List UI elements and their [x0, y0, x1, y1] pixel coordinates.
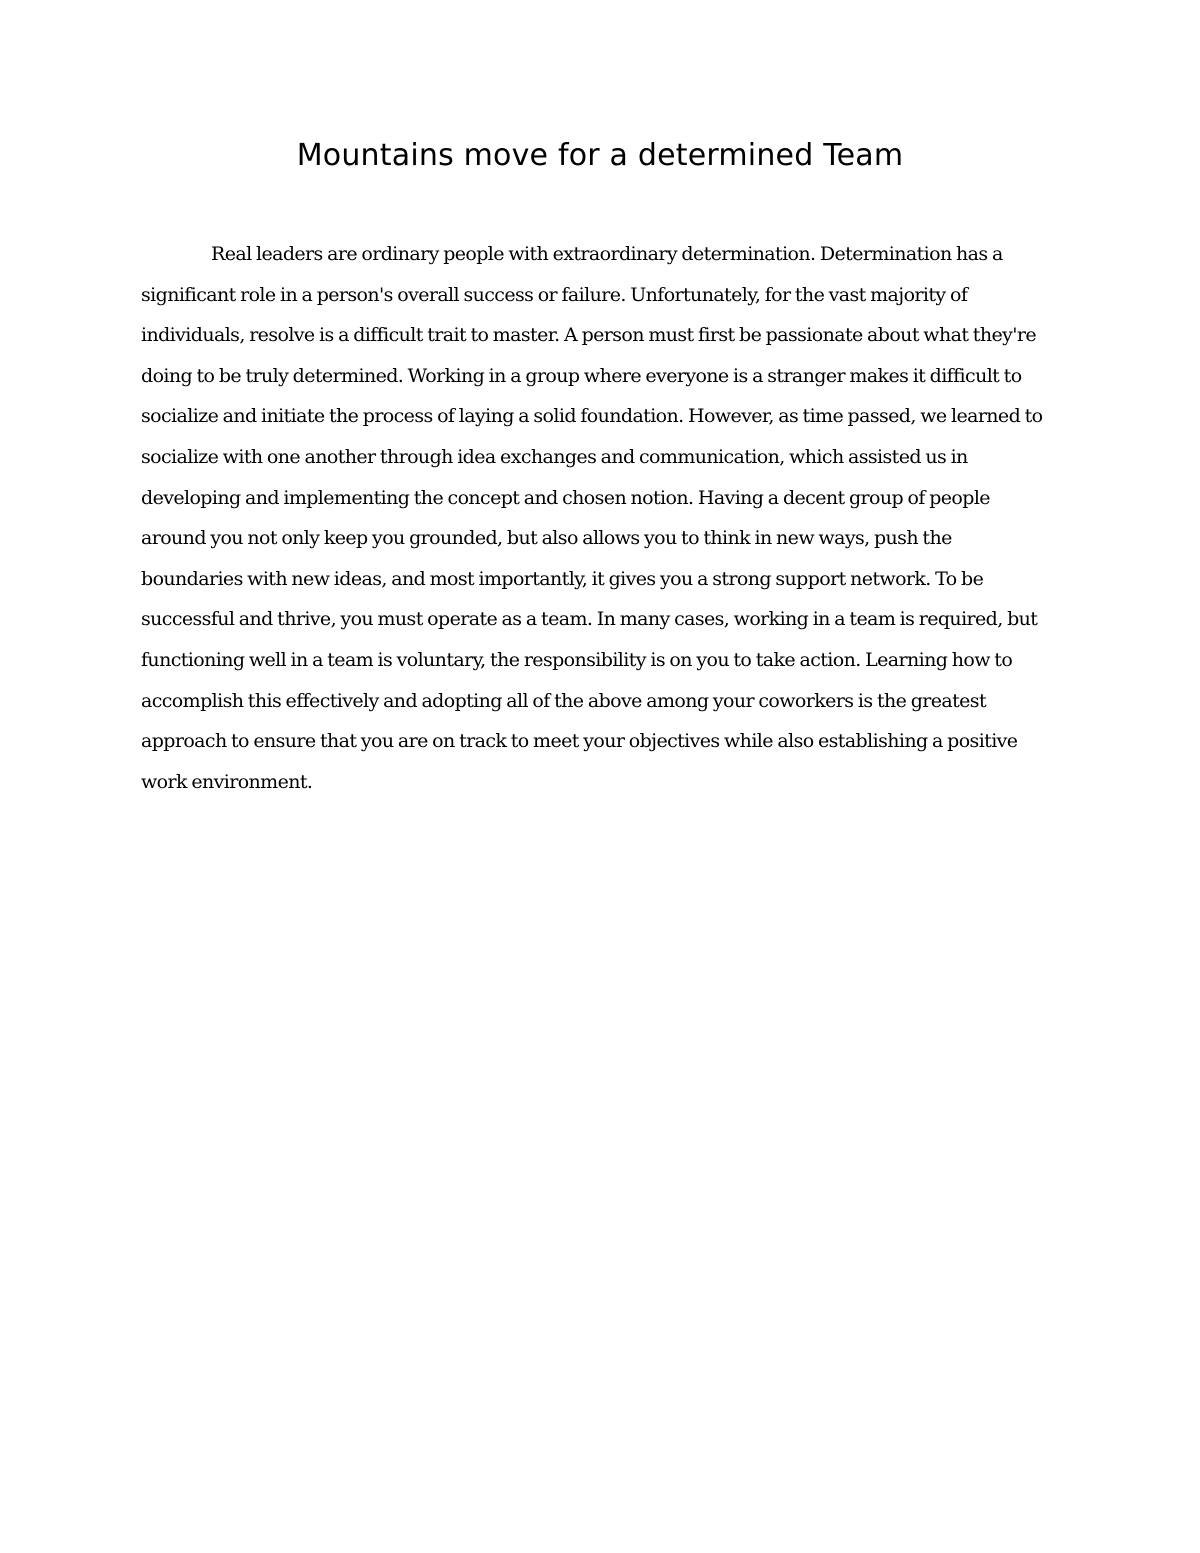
document-paragraph: Real leaders are ordinary people with extraordinary determination. Determination has a significant role in a person's overall success or failure. Unfortunately, for the vast majority of individuals, resolve is a difficult trait to master. A person must first be passionate about what they're doing to be truly determined. Working in a group where everyone is a stranger makes it difficult to socialize and initiate the process of laying a solid foundation. However, as time passed, we learned to socialize with one another through idea exchanges and communication, which assisted us in developing and implementing the concept and chosen notion. Having a decent group of people around you not only keep you grounded, but also allows you to think in new ways, push the boundaries with new ideas, and most importantly, it gives you a strong support network. To be successful and thrive, you must operate as a team. In many cases, working in a team is required, but functioning well in a team is voluntary, the responsibility is on you to take action. Learning how to accomplish this effectively and adopting all of the above among your coworkers is the greatest approach to ensure that you are on track to meet your objectives while also establishing a positive work environment.: [141, 243, 1043, 793]
document-title: Mountains move for a determined Team: [296, 138, 904, 173]
